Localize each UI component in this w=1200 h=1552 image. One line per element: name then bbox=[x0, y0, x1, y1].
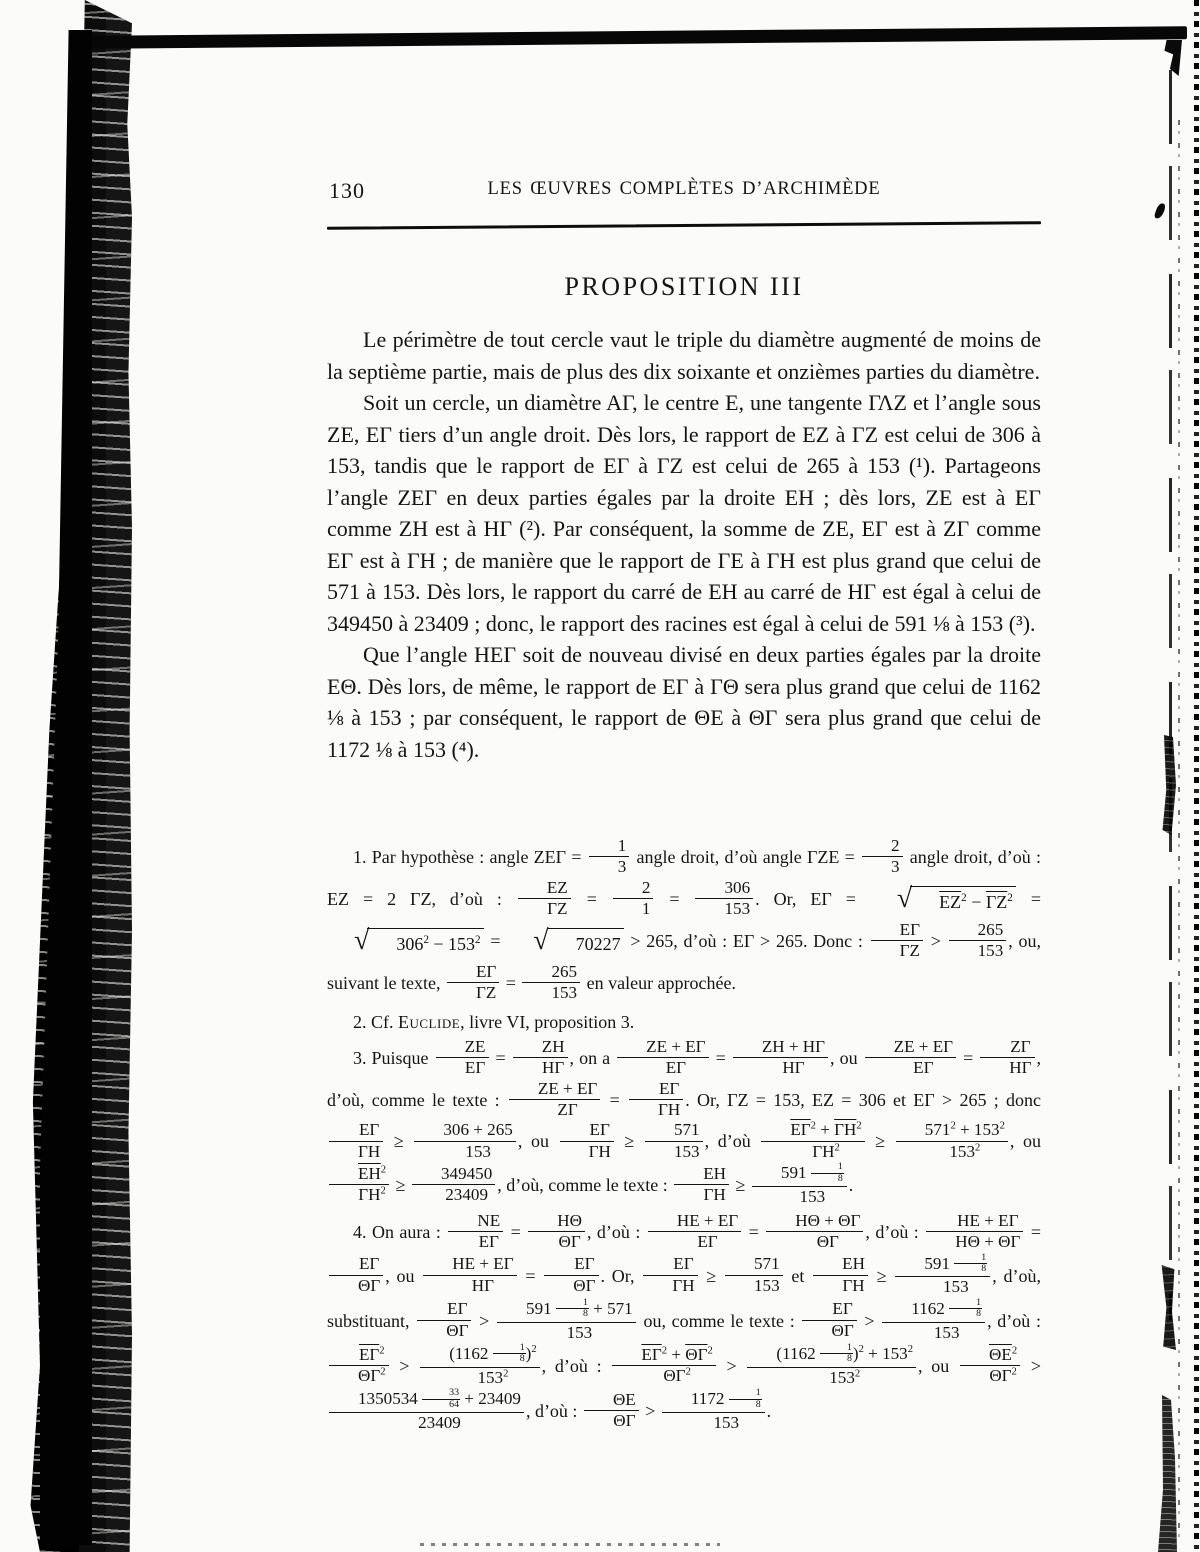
page-header bbox=[327, 176, 1041, 206]
paragraph-construction: Soit un cercle, un diamètre AΓ, le centre E, une tangente ΓΛZ et l’angle sous ZE, EΓ tiers d’un angle droit. Dès lors, le rapport de EZ à ΓZ est celui de 306 à 153, tandis que le rapport de EΓ à ΓZ est celui de 265 à 153 (¹). Partageons l’angle ZEΓ en deux parties égales par la droite EH ; dès lors, ZE est à EΓ comme ZH est à HΓ (²). Par conséquent, la somme de ZE, EΓ est à ZΓ comme EΓ est à ΓH ; de manière que le rapport de ΓE à ΓH est plus grand que celui de 571 à 153. Dès lors, le rapport du carré de EH au carré de HΓ est égal à celui de 349450 à 23409 ; donc, le rapport des racines est égal à celui de 591 ⅛ à 153 (³). bbox=[327, 390, 1041, 636]
proposition-title: PROPOSITION III bbox=[564, 272, 804, 301]
paragraph-statement: Le périmètre de tout cercle vaut le triple du diamètre augmenté de moins de la septième partie, mais de plus des dix soixante et onzièmes parties du diamètre. bbox=[327, 327, 1041, 384]
footnotes-block bbox=[327, 838, 1041, 1439]
right-scan-smudge-lower bbox=[1157, 1395, 1177, 1552]
header-rule bbox=[327, 221, 1041, 230]
page-number: 130 bbox=[329, 178, 365, 203]
bottom-scan-dots bbox=[420, 1543, 720, 1546]
right-margin-speck bbox=[1154, 202, 1167, 220]
right-scan-smudge-middle bbox=[1160, 1265, 1176, 1350]
running-title: LES ŒUVRES COMPLÈTES D’ARCHIMÈDE bbox=[487, 179, 881, 199]
footnote-2: 2. Cf. Euclide, livre VI, proposition 3. bbox=[353, 1011, 635, 1032]
footnote-1: 1. Par hypothèse : angle ZEΓ = $\frac{1}{3}$ angle droit, d’où angle ΓZE = $\frac{2}{3}$ angle droit, d’où : EZ = 2 ΓZ, d’où : $\frac{EZ}{\Gamma Z}$ = $\frac{2}{1}$ = $\frac{306}{153}$ . Or, EΓ = √ $EZ^2 - \overline{\Gamma Z}^2$ = √ $306^2 - 153^2$ = √ 70227 > 265, d’où : EΓ > 265. Donc : $\frac{E\Gamma}{\Gamma Z}$ > $\frac{265}{153}$ , ou, suivant le texte, $\frac{E\Gamma}{\Gamma Z}$ = $\frac{265}{153}$ en valeur approchée. bbox=[327, 836, 1042, 1003]
right-scan-hairline-artifact bbox=[1178, 120, 1180, 1540]
right-scan-line-artifact bbox=[1169, 70, 1172, 1320]
right-page-edge-artifact bbox=[1194, 0, 1199, 1552]
top-scan-bar-artifact bbox=[92, 26, 1187, 49]
paragraph-bisection: Que l’angle HEΓ soit de nouveau divisé en deux parties égales par la droite EΘ. Dès lors, de même, le rapport de EΓ à ΓΘ sera plus grand que celui de 1162 ⅛ à 153 ; par conséquent, le rapport de ΘE à ΘΓ sera plus grand que celui de 1172 ⅛ à 153 (⁴). bbox=[327, 642, 1041, 762]
footnote-3: 3. Puisque $\frac{ZE}{E\Gamma}$ = $\frac{ZH}{H\Gamma}$ , on a $\frac{ZE + E\Gamma}{E\Gamma}$ = $\frac{ZH + H\Gamma}{H\Gamma}$ , ou $\frac{ZE + E\Gamma}{E\Gamma}$ = $\frac{Z\Gamma}{H\Gamma}$ , d’où, comme le texte : $\frac{ZE + E\Gamma}{Z\Gamma}$ = $\frac{E\Gamma}{\Gamma H}$ . Or, ΓZ = 153, EZ = 306 et EΓ > 265 ; donc $\frac{E\Gamma}{\Gamma H}$ ≥ $\frac{306 + 265}{153}$ , ou $\frac{E\Gamma}{\Gamma H}$ ≥ $\frac{571}{153}$ , d’où $\frac{\overline{E\Gamma}^2 + \overline{\Gamma H}^2}{\overline{\Gamma H}^2}$ ≥ $\frac{571^2 + 153^2}{153^2}$ , ou $\frac{\overline{EH}^2}{\overline{\Gamma H}^2}$ ≥ $\frac{349450}{23409}$ , d’où, comme le texte : $\frac{EH}{\Gamma H}$ ≥ 591 $\frac{1}{8}$ 153 . bbox=[327, 1036, 1042, 1207]
body-text bbox=[327, 324, 1041, 765]
footnote-4: 4. On aura : $\frac{NE}{E\Gamma}$ = $\frac{H\Theta}{\Theta\Gamma}$ , d’où : $\frac{HE + E\Gamma}{E\Gamma}$ = $\frac{H\Theta + \Theta\Gamma}{\Theta\Gamma}$ , d’où : $\frac{HE + E\Gamma}{H\Theta + \Theta\Gamma}$ = $\frac{E\Gamma}{\Theta\Gamma}$ , ou $\frac{HE + E\Gamma}{H\Gamma}$ = $\frac{E\Gamma}{\Theta\Gamma}$ . Or, $\frac{E\Gamma}{\Gamma H}$ ≥ $\frac{571}{153}$ et $\frac{EH}{\Gamma H}$ ≥ 591 $\frac{1}{8}$ 153 , d’où, substituant, $\frac{E\Gamma}{\Theta\Gamma}$ > 591 $\frac{1}{8}$ + 571 153 ou, comme le texte : $\frac{E\Gamma}{\Theta\Gamma}$ > 1162 $\frac{1}{8}$ 153 , d’où : $\frac{\overline{E\Gamma}^2}{\overline{\Theta\Gamma}^2}$ > (1162 $\frac{1}{8}$ )$^2$ $153^2$ , d’où : $\frac{\overline{E\Gamma}^2 + \overline{\Theta\Gamma}^2}{\overline{\Theta\Gamma}^2}$ > (1162 $\frac{1}{8}$ )$^2 + 153^2$ $153^2$ , ou $\frac{\overline{\Theta E}^2}{\overline{\Theta\Gamma}^2}$ > 1350534 $\frac{33}{64}$ + 23409 23409 , d’où : $\frac{\Theta E}{\Theta\Gamma}$ > 1172 $\frac{1}{8}$ 153 . bbox=[327, 1210, 1042, 1433]
right-scan-smudge-upper bbox=[1161, 735, 1176, 835]
